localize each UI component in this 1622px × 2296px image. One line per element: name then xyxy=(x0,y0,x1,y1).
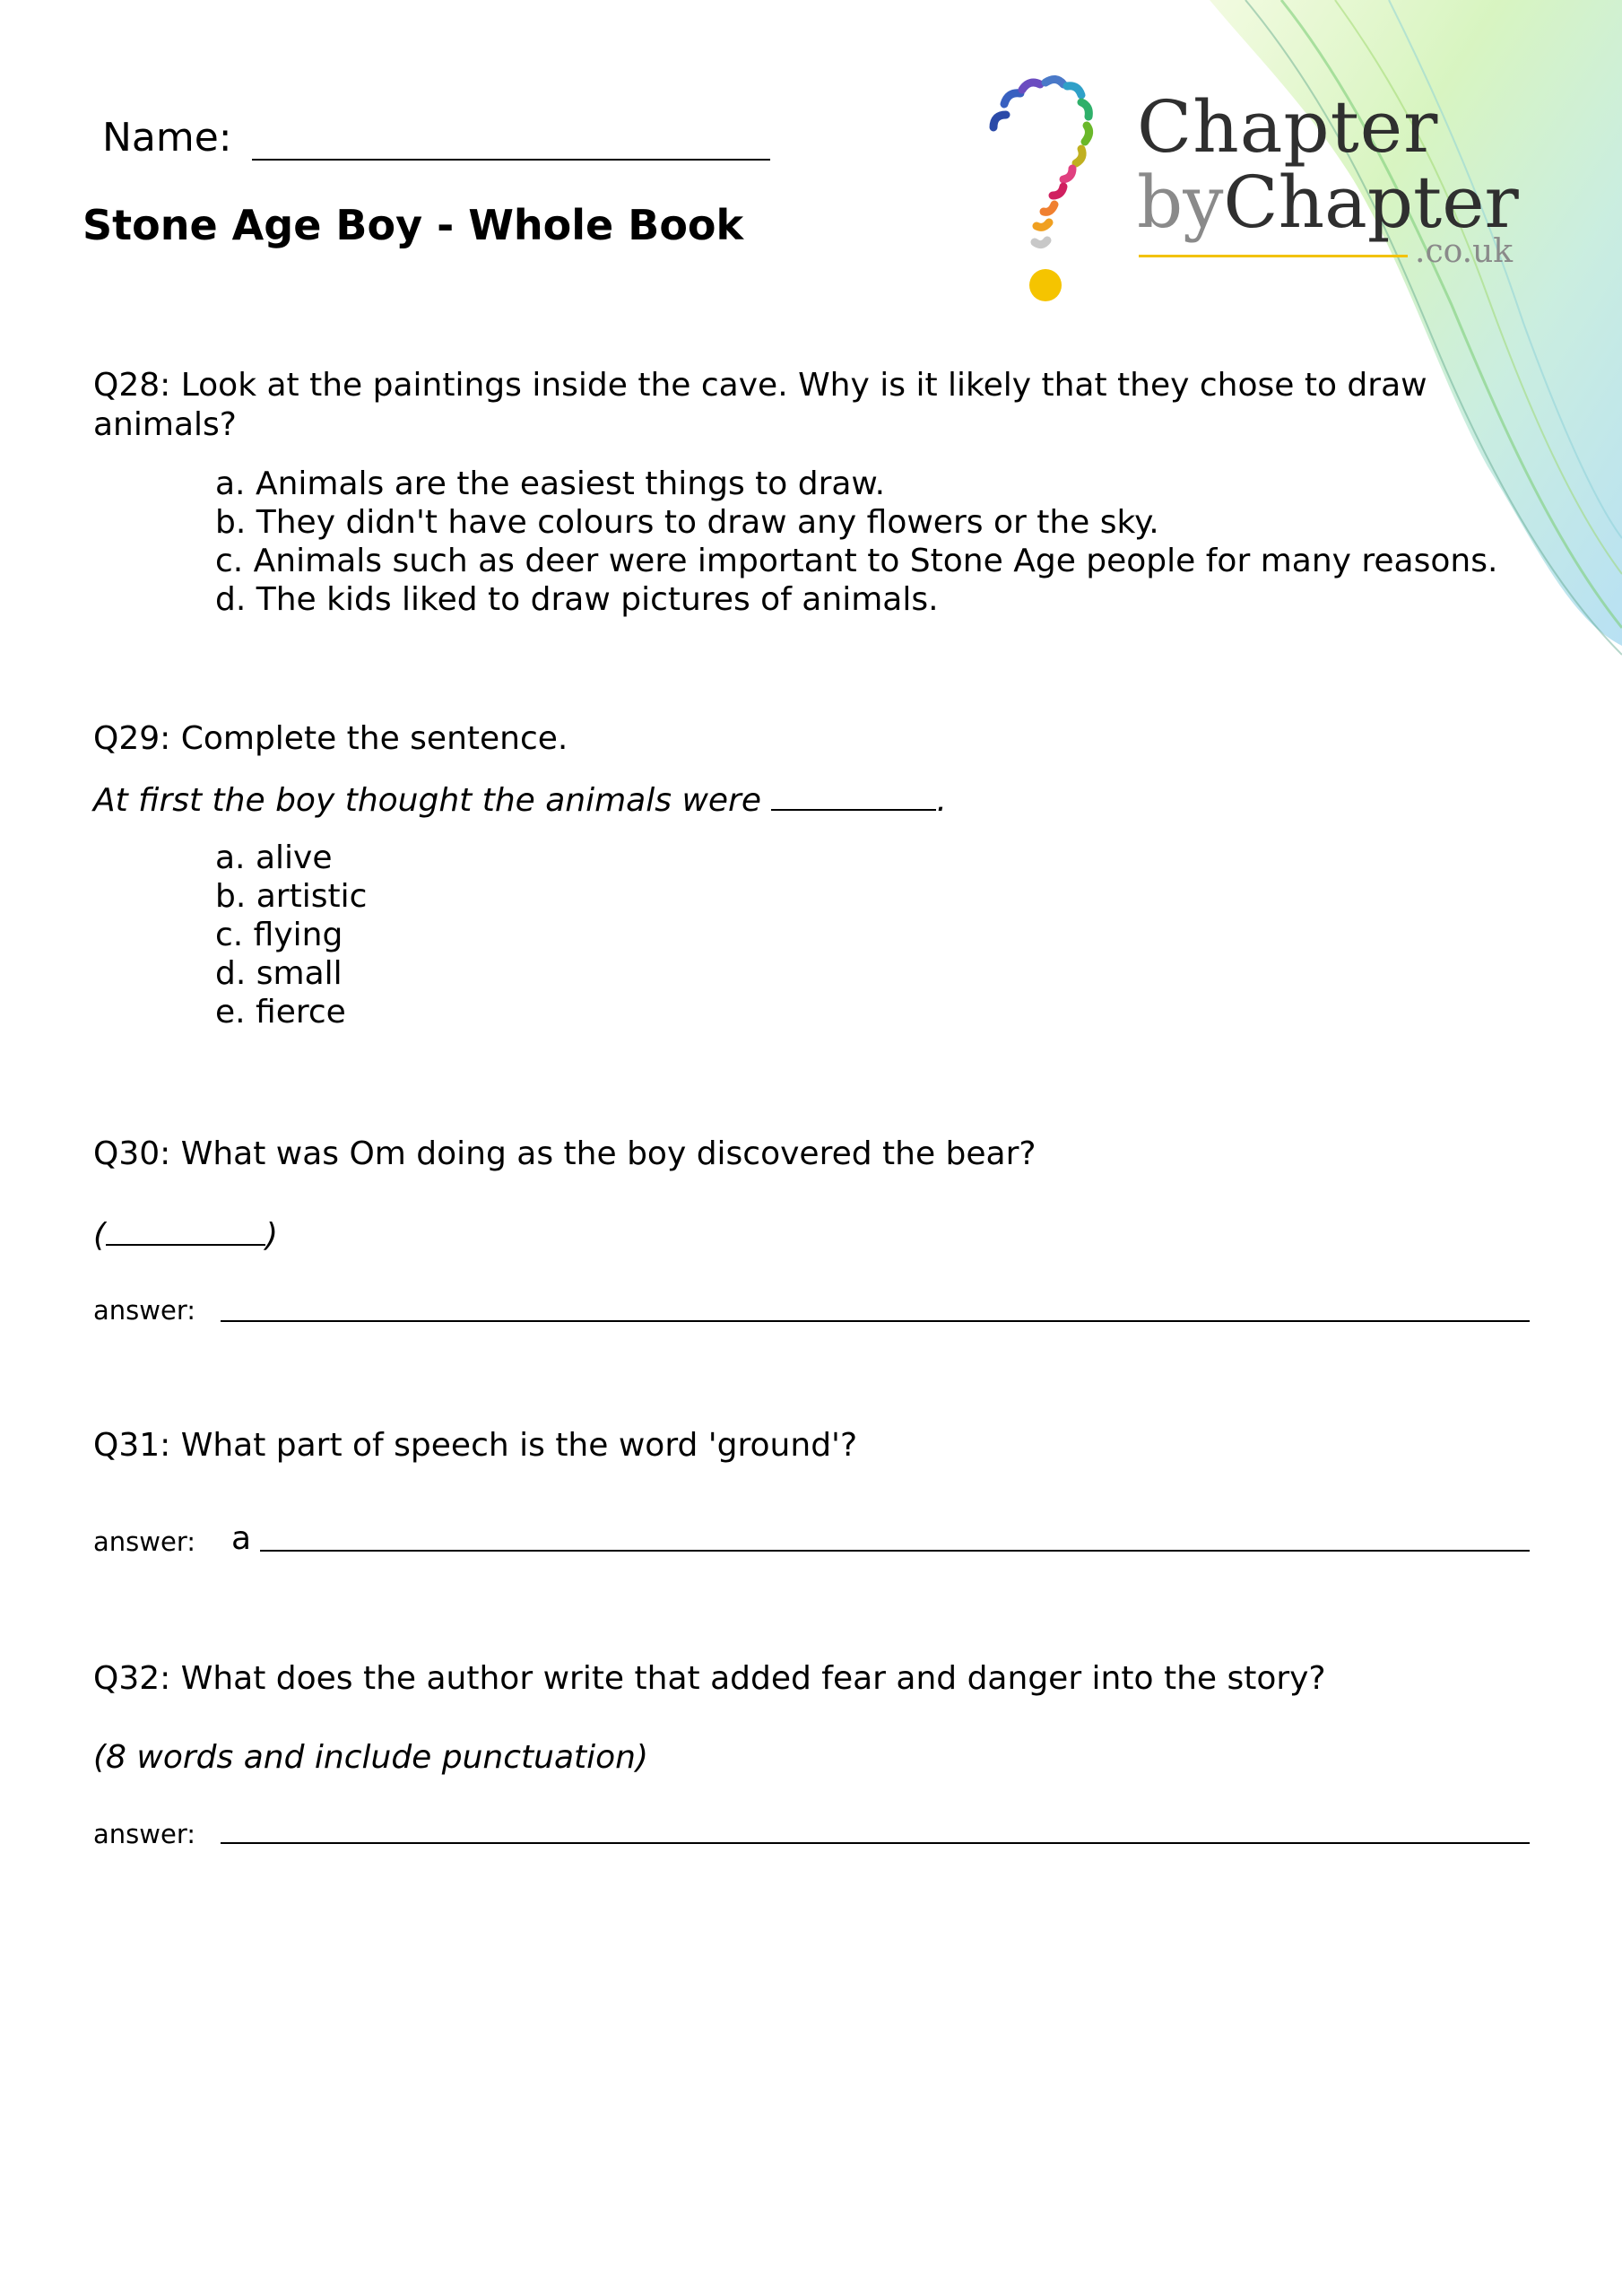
sentence-text: At first the boy thought the animals were xyxy=(93,782,761,819)
logo-underline xyxy=(1139,255,1408,257)
answer-hint: (8 words and include punctuation) xyxy=(93,1739,649,1776)
hint-blank xyxy=(106,1213,265,1246)
option-c[interactable]: c. Animals such as deer were important to Stone Age people for many reasons. xyxy=(215,543,1498,579)
question-prompt: Q31: What part of speech is the word 'ground'? xyxy=(93,1427,858,1464)
question-31 xyxy=(93,1426,1483,1465)
sentence-completion xyxy=(93,778,1483,821)
option-e[interactable]: e. fierce xyxy=(215,994,346,1031)
question-32 xyxy=(93,1659,1483,1778)
question-prompt: Q30: What was Om doing as the boy discovered the bear? xyxy=(93,1135,1037,1172)
worksheet-title: Stone Age Boy - Whole Book xyxy=(82,201,744,249)
logo-word-bychapter: byChapter xyxy=(1137,161,1519,244)
answer-line[interactable] xyxy=(221,1320,1530,1322)
option-a[interactable]: a. Animals are the easiest things to draw. xyxy=(215,465,886,502)
options-list xyxy=(215,839,1483,1031)
name-line[interactable] xyxy=(252,117,770,161)
answer-prefix: a xyxy=(231,1520,252,1557)
chapter-by-chapter-logo xyxy=(968,54,1524,314)
name-field[interactable] xyxy=(102,115,770,161)
name-label: Name: xyxy=(102,115,232,161)
options-list xyxy=(215,465,1497,619)
question-mark-books-icon xyxy=(968,54,1130,314)
option-d[interactable]: d. small xyxy=(215,955,343,992)
answer-line[interactable] xyxy=(260,1550,1530,1552)
option-b[interactable]: b. artistic xyxy=(215,878,368,915)
question-prompt: Q29: Complete the sentence. xyxy=(93,720,568,757)
option-c[interactable]: c. flying xyxy=(215,917,343,953)
logo-domain: .co.uk xyxy=(1415,233,1514,270)
answer-label: answer: xyxy=(93,1526,196,1557)
answer-line[interactable] xyxy=(221,1842,1530,1844)
sentence-blank[interactable] xyxy=(771,778,936,811)
option-d[interactable]: d. The kids liked to draw pictures of animals. xyxy=(215,581,939,618)
answer-label: answer: xyxy=(93,1819,196,1849)
option-a[interactable]: a. alive xyxy=(215,839,333,876)
question-30 xyxy=(93,1135,1483,1256)
option-b[interactable]: b. They didn't have colours to draw any flowers or the sky. xyxy=(215,504,1159,541)
sentence-end: . xyxy=(936,782,947,819)
logo-word-chapter: Chapter xyxy=(1137,85,1439,169)
answer-label: answer: xyxy=(93,1295,196,1326)
question-29 xyxy=(93,719,1483,1031)
question-prompt: Q32: What does the author write that added fear and danger into the story? xyxy=(93,1660,1326,1697)
answer-hint: ( ) xyxy=(93,1213,1483,1256)
question-prompt: Q28: Look at the paintings inside the cave. Why is it likely that they chose to draw animals? xyxy=(93,367,1427,443)
question-28 xyxy=(93,366,1497,619)
